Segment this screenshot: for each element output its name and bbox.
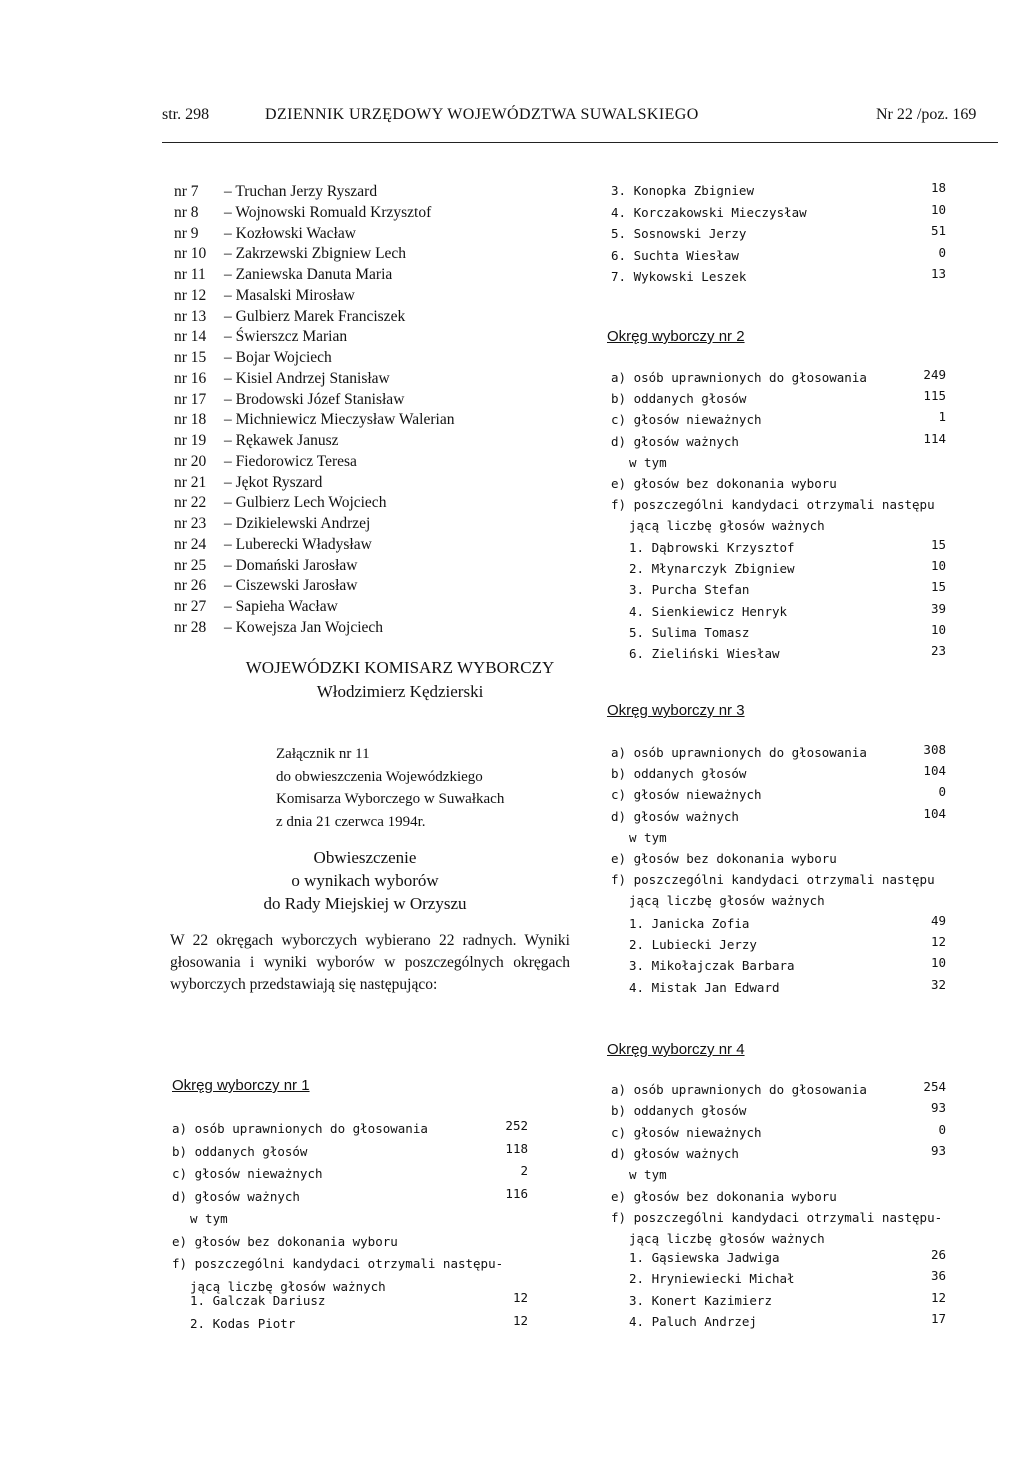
stat-value: 116: [505, 1185, 528, 1201]
member-row: [174, 224, 574, 245]
attachment-note: [276, 743, 504, 833]
signature-name: Włodzimierz Kędzierski: [316, 682, 484, 701]
attachment-line: Załącznik nr 11: [276, 746, 370, 762]
member-row: [174, 535, 574, 556]
member-number: nr 9: [174, 224, 199, 242]
member-number: nr 15: [174, 349, 207, 366]
candidate-votes: 26: [930, 1247, 946, 1262]
candidate-name: 2. Lubiecki Jerzy: [629, 937, 757, 953]
stat-value: 252: [505, 1118, 528, 1133]
member-row: [174, 244, 574, 265]
stat-label: f) poszczególni kandydaci otrzymali następu-: [172, 1256, 504, 1271]
member-number: nr 23: [174, 515, 207, 532]
stat-label: e) głosów bez dokonania wyboru: [611, 851, 837, 866]
district-title: Okręg wyborczy nr 1: [172, 1077, 310, 1094]
member-name: – Zakrzewski Zbigniew Lech: [224, 245, 407, 263]
notice-heading: [200, 846, 530, 915]
member-name: – Fiedorowicz Teresa: [224, 452, 357, 470]
intro-paragraph: W 22 okręgach wyborczych wybierano 22 radnych. Wyniki głosowania i wyniki wyborów w poszczególnych okręgach wyborczych przedstawiają się następująco:: [170, 932, 570, 993]
member-number: nr 27: [174, 598, 207, 615]
member-name: – Ciszewski Jarosław: [224, 577, 358, 595]
candidate-name: 4. Korczakowski Mieczysław: [611, 204, 807, 220]
candidate-name: 7. Wykowski Leszek: [611, 269, 747, 284]
member-name: – Truchan Jerzy Ryszard: [224, 183, 378, 200]
member-number: nr 21: [174, 473, 207, 491]
stat-label: b) oddanych głosów: [611, 391, 747, 407]
attachment-line: Komisarza Wyborczego w Suwałkach: [276, 791, 505, 807]
member-row: [174, 369, 574, 390]
member-row: [174, 452, 574, 473]
candidate-votes: 10: [930, 558, 946, 574]
issue-number: Nr 22 /poz. 169: [876, 106, 977, 123]
candidate-votes: 0: [938, 244, 946, 260]
member-row: [174, 203, 574, 224]
candidate-name: 1. Dąbrowski Krzysztof: [629, 540, 795, 555]
member-name: – Rękawek Janusz: [224, 432, 339, 449]
member-row: [174, 556, 574, 577]
stat-label: f) poszczególni kandydaci otrzymali następu: [611, 872, 935, 888]
candidate-votes: 13: [930, 266, 946, 281]
stat-value: 93: [930, 1100, 946, 1116]
member-name: – Domański Jarosław: [224, 556, 358, 574]
stat-label: e) głosów bez dokonania wyboru: [172, 1233, 398, 1249]
member-name: – Brodowski Józef Stanisław: [224, 390, 405, 408]
member-name: – Gulbierz Lech Wojciech: [224, 494, 387, 512]
stat-value: 2: [520, 1163, 528, 1178]
stat-value: 104: [923, 805, 946, 821]
member-number: nr 20: [174, 452, 207, 470]
candidate-votes: 39: [930, 600, 946, 616]
member-row: [174, 493, 574, 514]
page-header: [0, 106, 1024, 130]
stat-label: jącą liczbę głosów ważnych: [629, 1231, 825, 1247]
member-number: nr 18: [174, 411, 207, 429]
stat-label: d) głosów ważnych: [172, 1188, 300, 1204]
stat-value: 114: [923, 430, 946, 446]
candidate-name: 4. Paluch Andrzej: [629, 1313, 757, 1329]
stat-label: e) głosów bez dokonania wyboru: [611, 476, 837, 491]
candidate-votes: 10: [930, 201, 946, 217]
stat-label: b) oddanych głosów: [611, 766, 747, 782]
candidate-votes: 18: [930, 180, 946, 195]
stat-label: w tym: [629, 829, 667, 845]
member-list: [174, 182, 574, 639]
candidate-name: 5. Sulima Tomasz: [629, 624, 750, 640]
stat-label: a) osób uprawnionych do głosowania: [611, 745, 867, 760]
candidate-votes: 32: [930, 976, 946, 992]
member-number: nr 14: [174, 328, 207, 346]
stat-value: 0: [938, 1121, 946, 1137]
member-row: [174, 597, 574, 618]
candidate-votes: 15: [930, 579, 946, 595]
member-row: [174, 390, 574, 411]
member-number: nr 13: [174, 307, 207, 325]
stat-label: f) poszczególni kandydaci otrzymali następu: [611, 497, 935, 513]
member-row: [174, 473, 574, 494]
stat-value: 118: [505, 1140, 528, 1156]
candidate-votes: 49: [930, 913, 946, 928]
stat-label: a) osób uprawnionych do głosowania: [611, 1082, 867, 1097]
district-title: Okręg wyborczy nr 2: [607, 328, 745, 345]
member-number: nr 12: [174, 286, 207, 304]
stat-value: 308: [923, 742, 946, 757]
candidate-name: 2. Młynarczyk Zbigniew: [629, 561, 795, 577]
member-number: nr 19: [174, 432, 207, 449]
candidate-name: 2. Kodas Piotr: [190, 1315, 296, 1331]
district-title: Okręg wyborczy nr 3: [607, 702, 745, 719]
journal-title: DZIENNIK URZĘDOWY WOJEWÓDZTWA SUWALSKIEGO: [265, 106, 699, 123]
member-number: nr 17: [174, 390, 207, 408]
notice-line: Obwieszczenie: [313, 848, 417, 867]
candidate-votes: 23: [930, 643, 946, 658]
signature-title: WOJEWÓDZKI KOMISARZ WYBORCZY: [245, 658, 555, 677]
stat-value: 104: [923, 763, 946, 779]
candidate-name: 5. Sosnowski Jerzy: [611, 226, 747, 241]
member-row: [174, 618, 574, 639]
stat-label: w tym: [629, 454, 667, 470]
candidate-votes: 12: [930, 1289, 946, 1305]
member-row: [174, 410, 574, 431]
member-number: nr 8: [174, 203, 199, 221]
member-name: – Bojar Wojciech: [224, 349, 332, 366]
member-row: [174, 576, 574, 597]
member-number: nr 26: [174, 577, 207, 595]
candidate-votes: 17: [930, 1310, 946, 1326]
candidate-name: 1. Janicka Zofia: [629, 916, 750, 931]
member-row: [174, 431, 574, 452]
member-number: nr 16: [174, 369, 207, 387]
stat-label: e) głosów bez dokonania wyboru: [611, 1188, 837, 1204]
member-name: – Masalski Mirosław: [224, 286, 355, 304]
member-name: – Świerszcz Marian: [224, 328, 348, 346]
member-row: [174, 348, 574, 369]
member-row: [174, 514, 574, 535]
member-row: [174, 327, 574, 348]
candidate-name: 3. Konert Kazimierz: [629, 1292, 772, 1308]
candidate-name: 3. Konopka Zbigniew: [611, 183, 754, 198]
stat-label: c) głosów nieważnych: [611, 1124, 762, 1140]
stat-value: 115: [923, 388, 946, 404]
stat-value: 1: [938, 409, 946, 425]
member-name: – Michniewicz Mieczysław Walerian: [224, 411, 455, 429]
stat-label: d) głosów ważnych: [611, 433, 739, 449]
stat-value: 0: [938, 784, 946, 800]
member-name: – Luberecki Władysław: [224, 535, 372, 553]
member-number: nr 25: [174, 556, 207, 574]
candidate-votes: 51: [930, 223, 946, 238]
candidate-name: 4. Sienkiewicz Henryk: [629, 603, 788, 619]
candidate-name: 1. Gąsiewska Jadwiga: [629, 1250, 780, 1265]
candidate-votes: 10: [930, 955, 946, 971]
stat-value: 93: [930, 1142, 946, 1158]
stat-label: c) głosów nieważnych: [172, 1166, 323, 1181]
stat-label: c) głosów nieważnych: [611, 787, 762, 803]
member-name: – Sapieha Wacław: [224, 598, 338, 615]
stat-label: f) poszczególni kandydaci otrzymali następu-: [611, 1209, 943, 1225]
header-divider: [162, 142, 998, 143]
stat-value: 254: [923, 1079, 946, 1094]
candidate-name: 3. Mikołajczak Barbara: [629, 958, 795, 974]
notice-line: do Rady Miejskiej w Orzyszu: [263, 894, 467, 913]
member-number: nr 24: [174, 535, 207, 553]
member-name: – Gulbierz Marek Franciszek: [224, 307, 406, 325]
stat-label: jącą liczbę głosów ważnych: [629, 893, 825, 909]
signature-block: [230, 656, 570, 704]
member-number: nr 11: [174, 266, 206, 283]
member-number: nr 22: [174, 494, 207, 512]
stat-label: a) osób uprawnionych do głosowania: [172, 1121, 428, 1136]
member-row: [174, 265, 574, 286]
member-name: – Zaniewska Danuta Maria: [224, 266, 393, 283]
candidate-name: 3. Purcha Stefan: [629, 582, 750, 598]
member-name: – Kozłowski Wacław: [224, 224, 356, 242]
member-number: nr 7: [174, 183, 199, 200]
candidate-name: 6. Suchta Wiesław: [611, 247, 739, 263]
candidate-votes: 12: [512, 1290, 528, 1305]
candidate-name: 1. Galczak Dariusz: [190, 1293, 326, 1308]
member-row: [174, 182, 574, 203]
member-number: nr 10: [174, 245, 207, 263]
stat-label: w tym: [629, 1167, 667, 1183]
candidate-votes: 12: [512, 1312, 528, 1328]
member-name: – Wojnowski Romuald Krzysztof: [224, 203, 432, 221]
candidate-votes: 10: [930, 621, 946, 637]
member-name: – Kowejsza Jan Wojciech: [224, 618, 384, 636]
member-number: nr 28: [174, 618, 207, 636]
stat-label: b) oddanych głosów: [172, 1143, 308, 1159]
attachment-line: z dnia 21 czerwca 1994r.: [276, 813, 426, 830]
candidate-votes: 36: [930, 1268, 946, 1284]
stat-label: c) głosów nieważnych: [611, 412, 762, 428]
member-name: – Dzikielewski Andrzej: [224, 515, 371, 532]
stat-value: 249: [923, 367, 946, 382]
member-name: – Jękot Ryszard: [224, 473, 323, 491]
candidate-votes: 15: [930, 537, 946, 552]
candidate-name: 4. Mistak Jan Edward: [629, 979, 780, 995]
stat-label: w tym: [190, 1211, 228, 1226]
stat-label: d) głosów ważnych: [611, 808, 739, 824]
attachment-line: do obwieszczenia Wojewódzkiego: [276, 768, 483, 785]
member-row: [174, 286, 574, 307]
stat-label: b) oddanych głosów: [611, 1103, 747, 1119]
page-number: str. 298: [162, 106, 210, 123]
notice-line: o wynikach wyborów: [291, 871, 439, 890]
member-name: – Kisiel Andrzej Stanisław: [224, 369, 390, 387]
stat-label: jącą liczbę głosów ważnych: [190, 1278, 386, 1294]
district-title: Okręg wyborczy nr 4: [607, 1041, 745, 1058]
stat-label: a) osób uprawnionych do głosowania: [611, 370, 867, 385]
candidate-name: 6. Zieliński Wiesław: [629, 646, 780, 661]
candidate-name: 2. Hryniewiecki Michał: [629, 1271, 795, 1287]
candidate-votes: 12: [930, 934, 946, 950]
stat-label: d) głosów ważnych: [611, 1145, 739, 1161]
stat-label: jącą liczbę głosów ważnych: [629, 518, 825, 534]
member-row: [174, 307, 574, 328]
